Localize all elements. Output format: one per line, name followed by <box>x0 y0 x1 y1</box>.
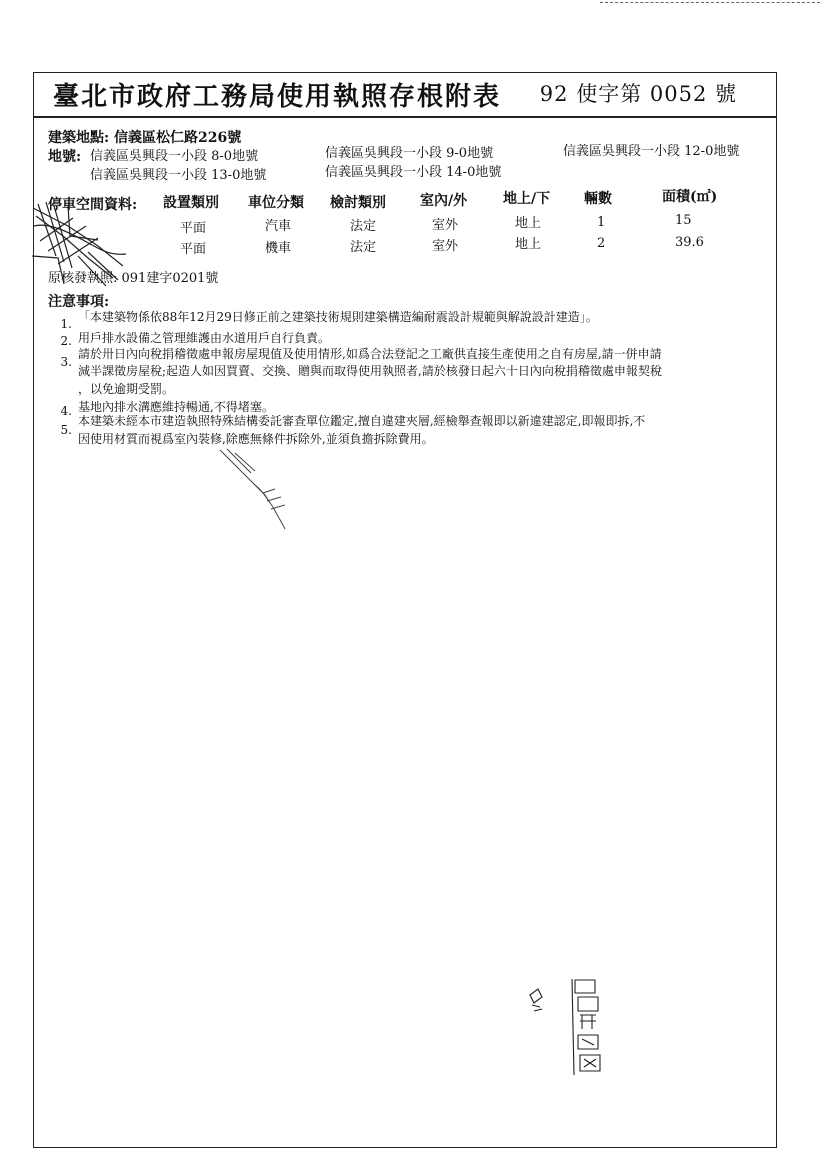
parking-cell: 1 <box>597 215 606 230</box>
notes-label: 注意事項: <box>48 294 110 310</box>
parking-cell: 法定 <box>350 219 377 234</box>
parking-header: 輛數 <box>584 191 612 207</box>
parking-cell: 2 <box>597 236 606 251</box>
parking-cell: 地上 <box>515 216 542 231</box>
parking-cell: 室外 <box>432 218 459 233</box>
seal-stamp <box>520 975 620 1085</box>
note-line: ，以免逾期受罰。 <box>78 382 175 396</box>
parking-cell: 15 <box>675 213 692 228</box>
note-line: 減半課徵房屋稅;起造人如因買賣、交換、贈與而取得使用執照者,請於核發日起六十日內向稅捐稽徵處申報契稅 <box>78 364 662 378</box>
parking-cell: 平面 <box>180 242 207 257</box>
note-line: 本建築未經本市建造執照特殊結構委託審查單位鑑定,擅自違建夾層,經檢舉查報即以新違建認定,即報即拆,不 <box>78 414 646 428</box>
parking-header: 車位分類 <box>248 195 304 211</box>
parking-header: 設置類別 <box>163 195 219 211</box>
title-bar <box>33 72 777 118</box>
original-permit: 原核發執照: 091建字0201號 <box>48 271 219 286</box>
parking-header: 地上/下 <box>503 191 551 207</box>
parking-cell: 平面 <box>180 221 207 236</box>
handwritten-mark-scribble <box>215 445 295 535</box>
parking-cell: 室外 <box>432 239 459 254</box>
note-number: 1. <box>60 317 72 331</box>
note-line: 「本建築物係依88年12月29日修正前之建築技術規則建築構造編耐震設計規範與解說設計建造」。 <box>78 310 598 324</box>
lot-item: 信義區吳興段一小段 13-0地號 <box>90 168 267 183</box>
parking-cell: 39.6 <box>675 235 704 250</box>
lot-item: 信義區吳興段一小段 8-0地號 <box>90 149 259 164</box>
document-frame <box>33 72 777 1148</box>
note-line: 因使用材質而視爲室內裝修,除應無條件拆除外,並須負擔拆除費用。 <box>78 432 434 446</box>
note-line: 請於卅日內向稅捐稽徵處申報房屋現值及使用情形,如爲合法登記之工廠供直接生產使用之自有房屋,請一併申請 <box>78 347 662 361</box>
parking-header: 室內/外 <box>420 193 468 209</box>
parking-header: 檢討類別 <box>330 195 386 211</box>
building-address: 建築地點: 信義區松仁路226號 <box>48 130 242 146</box>
parking-label: 停車空間資料: <box>48 197 138 213</box>
note-line: 基地內排水溝應維持暢通,不得堵塞。 <box>78 400 274 414</box>
parking-cell: 法定 <box>350 240 377 255</box>
note-line: 用戶排水設備之管理維護由水道用戶自行負責。 <box>78 331 331 345</box>
note-number: 2. <box>60 334 72 348</box>
parking-cell: 地上 <box>515 237 542 252</box>
lot-item: 信義區吳興段一小段 9-0地號 <box>325 146 494 161</box>
note-number: 5. <box>60 423 72 437</box>
lot-item: 信義區吳興段一小段 12-0地號 <box>563 144 740 159</box>
note-number: 3. <box>60 355 72 369</box>
lot-label: 地號: <box>48 149 82 165</box>
note-number: 4. <box>60 404 72 418</box>
parking-header: 面積(㎡) <box>662 189 718 205</box>
parking-cell: 機車 <box>265 241 292 256</box>
document-title: 臺北市政府工務局使用執照存根附表 <box>53 82 502 112</box>
scan-artifact-dashes <box>600 2 820 9</box>
permit-number: 92 使字第 0052 號 <box>539 82 737 106</box>
parking-cell: 汽車 <box>265 219 292 234</box>
lot-item: 信義區吳興段一小段 14-0地號 <box>325 165 502 180</box>
